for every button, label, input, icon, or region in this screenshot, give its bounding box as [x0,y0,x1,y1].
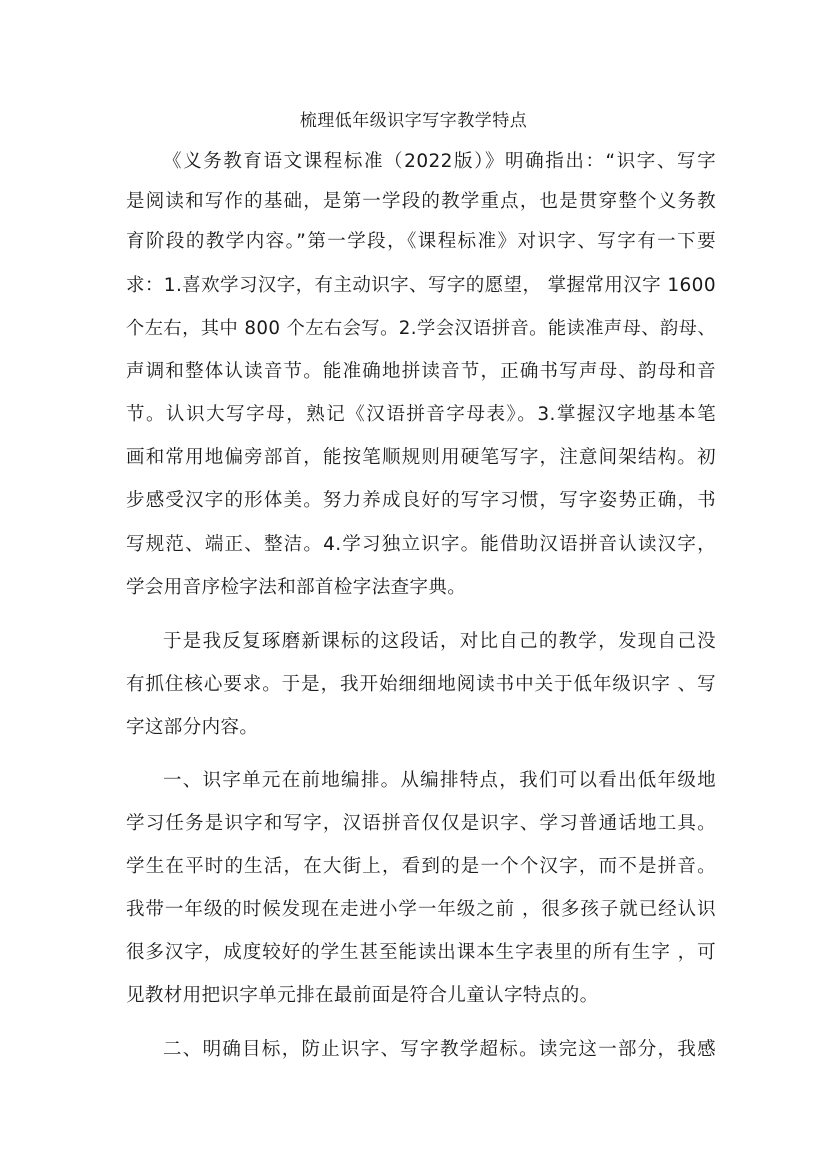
paragraph-3-line-5: 很多汉字，成度较好的学生甚至能读出课本生字表里的所有生字 ，可 [126,942,716,963]
paragraph-1-line-2: 是阅读和写作的基础，是第一学段的教学重点，也是贯穿整个义务教 [126,191,716,212]
paragraph-3-line-1: 一、识字单元在前地编排。从编排特点，我们可以看出低年级地 [163,770,716,791]
paragraph-2-line-1: 于是我反复琢磨新课标的这段话，对比自己的教学，发现自己没 [163,631,716,652]
paragraph-3-line-3: 学生在平时的生活，在大街上，看到的是一个个汉字，而不是拼音。 [126,856,716,877]
paragraph-2-line-2: 有抓住核心要求。于是，我开始细细地阅读书中关于低年级识字 、写 [126,674,716,695]
paragraph-1-line-3: 育阶段的教学内容。”第一学段，《课程标准》对识字、写字有一下要 [126,231,716,252]
paragraph-1-line-1: 《义务教育语文课程标准（2022版）》明确指出：“识字、写字 [163,151,716,172]
paragraph-1-line-11: 学会用音序检字法和部首检字法查字典。 [126,577,467,598]
paragraph-1-line-7: 节。认识大写字母，熟记《汉语拼音字母表》。3.掌握汉字地基本笔 [126,404,716,425]
paragraph-1-line-6: 声调和整体认读音节。能准确地拼读音节，正确书写声母、韵母和音 [126,361,716,382]
paragraph-1-line-10: 写规范、端正、整洁。4.学习独立识字。能借助汉语拼音认读汉字， [126,534,716,555]
paragraph-2-line-3: 字这部分内容。 [126,717,259,738]
paragraph-3-line-6: 见教材用把识字单元排在最前面是符合儿童认字特点的。 [126,985,599,1006]
paragraph-3-line-2: 学习任务是识字和写字，汉语拼音仅仅是识字、学习普通话地工具。 [126,813,716,834]
paragraph-1-line-5: 个左右，其中 800 个左右会写。2.学会汉语拼音。能读准声母、韵母、 [126,318,716,339]
document-title: 梳理低年级识字写字教学特点 [299,111,528,131]
paragraph-1-line-4: 求：1.喜欢学习汉字，有主动识字、写字的愿望， 掌握常用汉字 1600 [126,275,716,296]
paragraph-1-line-9: 步感受汉字的形体美。努力养成良好的写字习惯，写字姿势正确，书 [126,490,716,511]
paragraph-1-line-8: 画和常用地偏旁部首，能按笔顺规则用硬笔写字，注意间架结构。初 [126,447,716,468]
paragraph-4-line-1: 二、明确目标，防止识字、写字教学超标。读完这一部分，我感 [163,1039,716,1060]
paragraph-3-line-4: 我带一年级的时候发现在走进小学一年级之前 ，很多孩子就已经认识 [126,899,716,920]
